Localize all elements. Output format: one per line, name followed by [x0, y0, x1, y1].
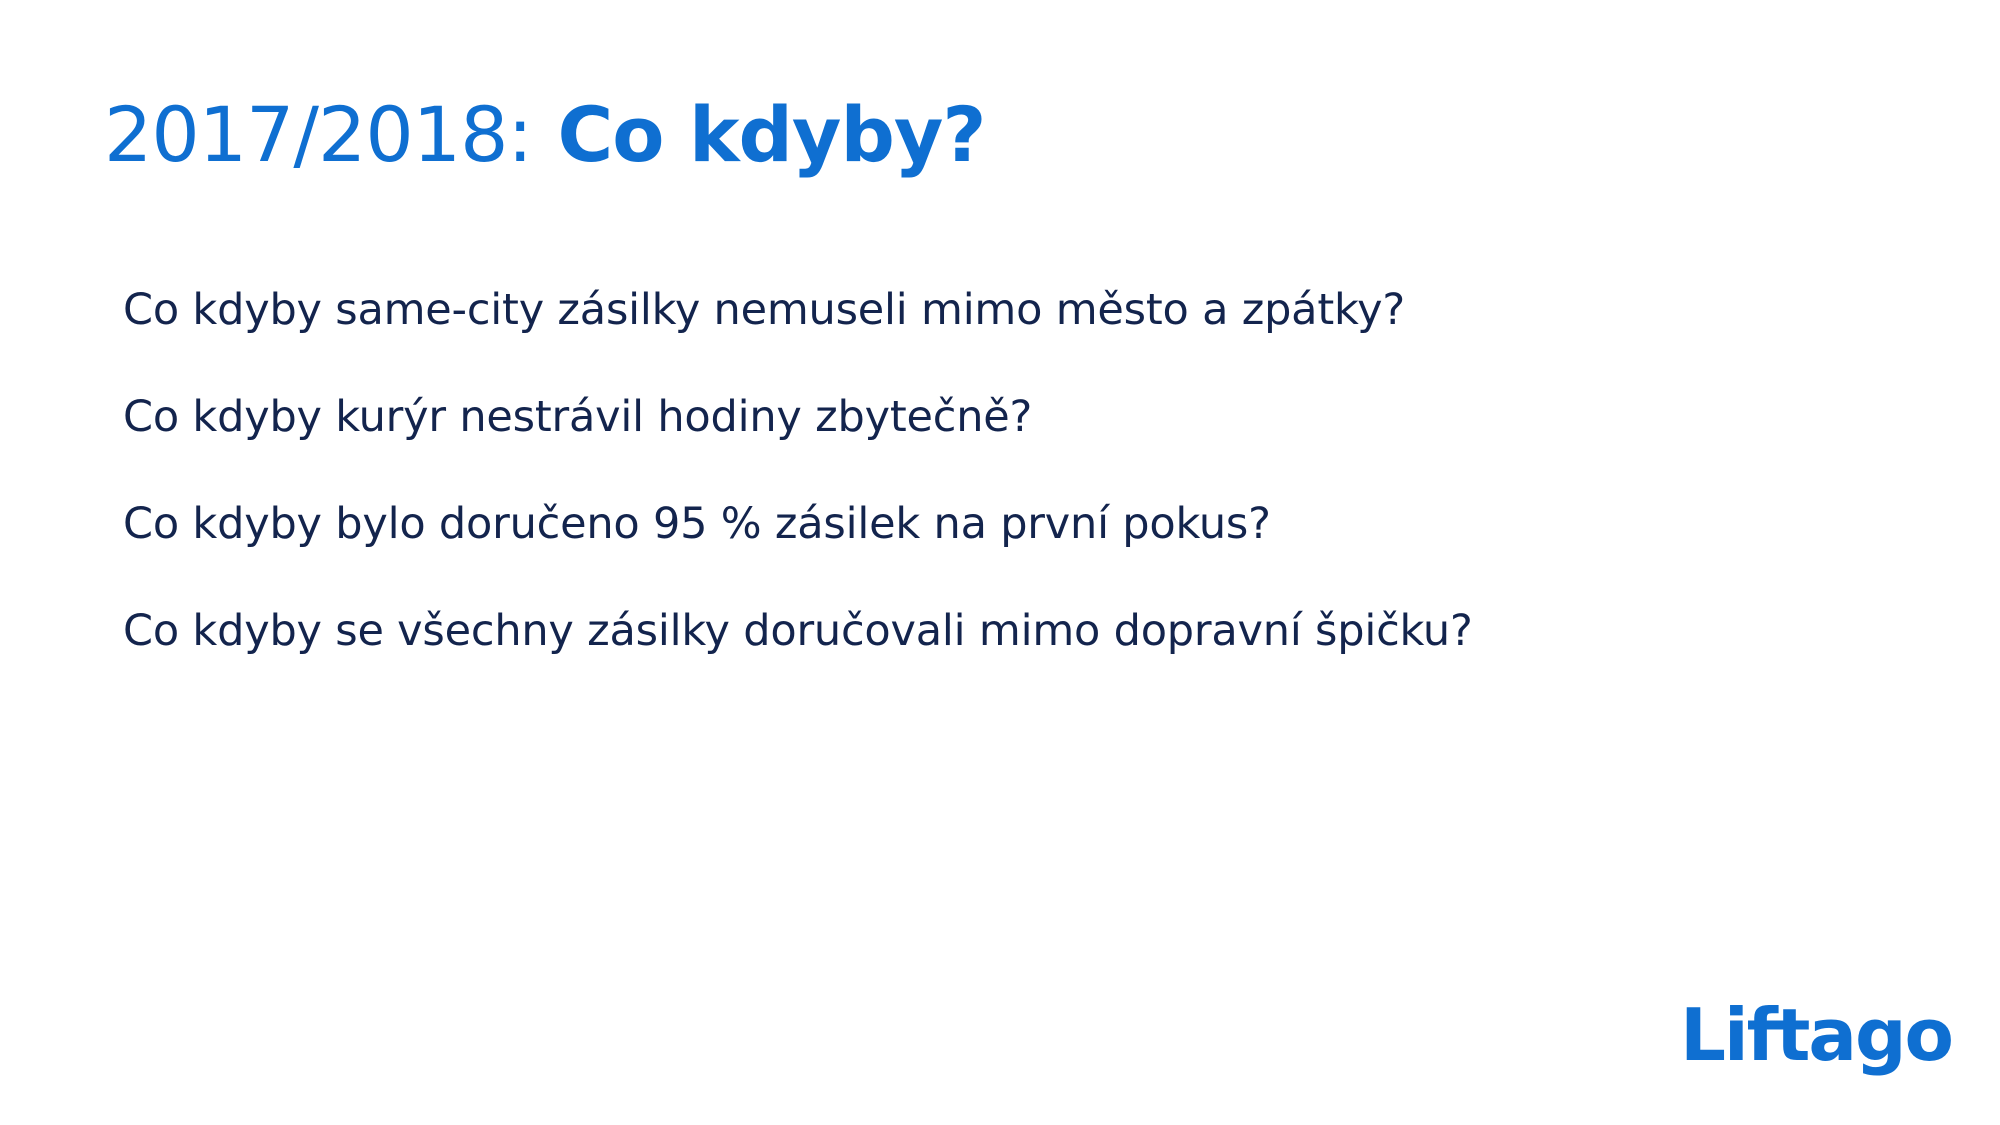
slide-title [104, 90, 985, 180]
liftago-logo [1680, 995, 1952, 1075]
title-year: 2017/2018: [104, 90, 533, 179]
question-item: Co kdyby bylo doručeno 95 % zásilek na první pokus? [123, 499, 1271, 549]
question-list [123, 282, 1473, 710]
question-item: Co kdyby se všechny zásilky doručovali mimo dopravní špičku? [123, 606, 1473, 656]
question-item: Co kdyby same-city zásilky nemuseli mimo město a zpátky? [123, 285, 1406, 335]
title-emphasis: Co kdyby? [557, 90, 986, 179]
question-item: Co kdyby kurýr nestrávil hodiny zbytečně? [123, 392, 1033, 442]
logo-wordmark: Liftago [1680, 993, 1952, 1077]
